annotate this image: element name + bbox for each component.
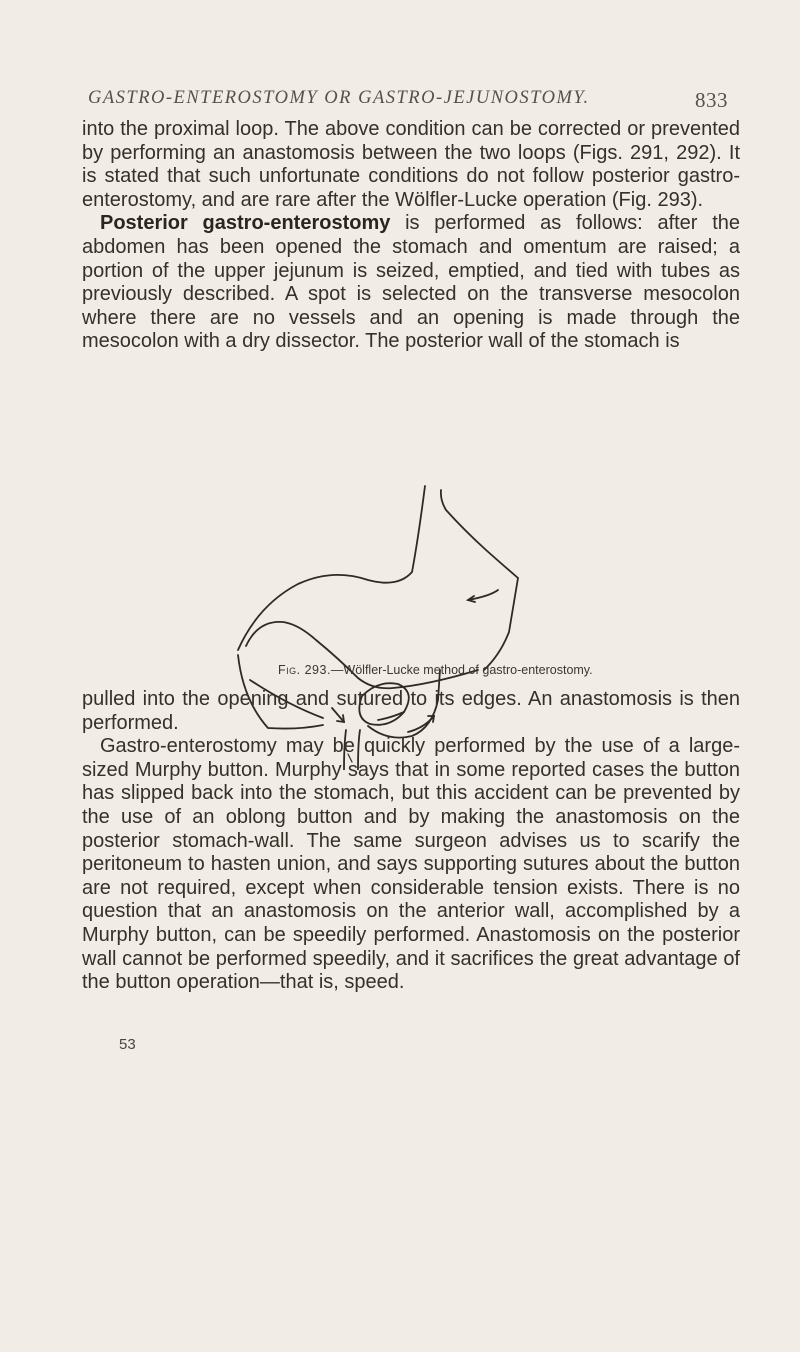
paragraph-lead-term: Posterior gastro-enterostomy bbox=[100, 212, 391, 235]
paragraph-murphy-button: Gastro-enterostomy may be quickly performed by the use of a large-sized Murphy button. Murphy says that in some reported cases the button has slipped back into the stomach, but this accident can be prevented by the use of an oblong button and by making the anastomosis on the posterior stomach-wall. The same surgeon advises us to scarify the peritoneum to hasten union, and says supporting sutures about the button are not required, except when considerable tension exists. There is no question that an anastomosis on the anterior wall, accomplished by a Murphy button, can be speedily performed. Anastomosis on the posterior wall cannot be performed speedily, and it sacrifices the great advantage of the button operation—that is, speed. bbox=[82, 735, 740, 994]
signature-mark: 53 bbox=[119, 1036, 136, 1053]
paragraph-body: is performed as follows: after the abdomen has been opened the stomach and omentum are raised; a portion of the upper jejunum is seized, emptied, and tied with tubes as previously described. A spot is selected on the transverse mesocolon where there are no vessels and an opening is made through the mesocolon with a dry dissector. The posterior wall of the stomach is bbox=[82, 212, 741, 353]
figure-caption bbox=[278, 663, 593, 677]
paragraph-continuation-2: pulled into the opening and sutured to its edges. An anastomosis is then performed. bbox=[82, 688, 740, 734]
paragraph-continuation: into the proximal loop. The above condition can be corrected or prevented by performing an anastomosis between the two loops (Figs. 291, 292). It is stated that such unfortunate conditions do not follow posterior gastro-enterostomy, and are rare after the Wölfler-Lucke operation (Fig. 293). bbox=[82, 118, 740, 211]
text-block-top bbox=[82, 118, 740, 354]
paragraph-posterior-gastro-enterostomy bbox=[82, 212, 740, 354]
text-block-bottom bbox=[82, 688, 740, 995]
figure-caption-text: —Wölfler-Lucke method of gastro-enterostomy. bbox=[330, 663, 593, 677]
running-header bbox=[88, 88, 728, 113]
running-title: GASTRO-ENTEROSTOMY OR GASTRO-JEJUNOSTOMY. bbox=[88, 88, 590, 108]
figure-label: Fig. 293. bbox=[278, 663, 331, 677]
page-number: 833 bbox=[695, 88, 728, 112]
